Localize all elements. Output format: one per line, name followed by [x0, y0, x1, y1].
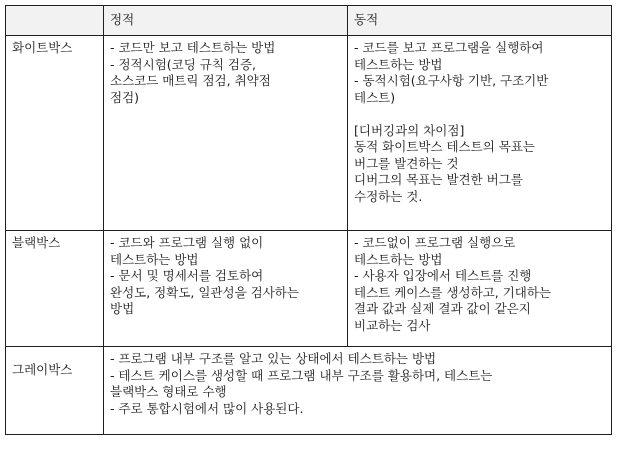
table-row-blackbox [6, 231, 612, 347]
table-row-greybox [6, 347, 612, 435]
header-corner-cell [6, 6, 104, 36]
greybox-merged-cell: - 프로그램 내부 구조를 알고 있는 상태에서 테스트하는 방법 - 테스트 케이스를 생성할 때 프로그램 내부 구조를 활용하며, 테스트는 블랙박스 형태로 수행 - 주로 통합시험에서 많이 사용된다. [104, 347, 612, 435]
whitebox-static-cell: - 코드만 보고 테스트하는 방법 - 정적시험(코딩 규칙 검증, 소스코드 매트릭 점검, 취약점 점검) [104, 36, 348, 231]
table-row-whitebox [6, 36, 612, 231]
header-dynamic-cell: 동적 [348, 6, 612, 36]
row-label-whitebox: 화이트박스 [6, 36, 104, 231]
row-label-blackbox: 블랙박스 [6, 231, 104, 347]
table-header-row [6, 6, 612, 36]
header-static-cell: 정적 [104, 6, 348, 36]
test-comparison-table [5, 5, 612, 435]
blackbox-static-cell: - 코드와 프로그램 실행 없이 테스트하는 방법 - 문서 및 명세서를 검토하여 완성도, 정확도, 일관성을 검사하는 방법 [104, 231, 348, 347]
whitebox-dynamic-cell: - 코드를 보고 프로그램을 실행하여 테스트하는 방법 - 동적시험(요구사항 기반, 구조기반 테스트) [디버깅과의 차이점] 동적 화이트박스 테스트의 목표는 버그를 발견하는 것 디버그의 목표는 발견한 버그를 수정하는 것. [348, 36, 612, 231]
row-label-greybox: 그레이박스 [6, 347, 104, 435]
blackbox-dynamic-cell: - 코드없이 프로그램 실행으로 테스트하는 방법 - 사용자 입장에서 테스트를 진행 테스트 케이스를 생성하고, 기대하는 결과 값과 실제 결과 값이 같은지 비교하는 검사 [348, 231, 612, 347]
